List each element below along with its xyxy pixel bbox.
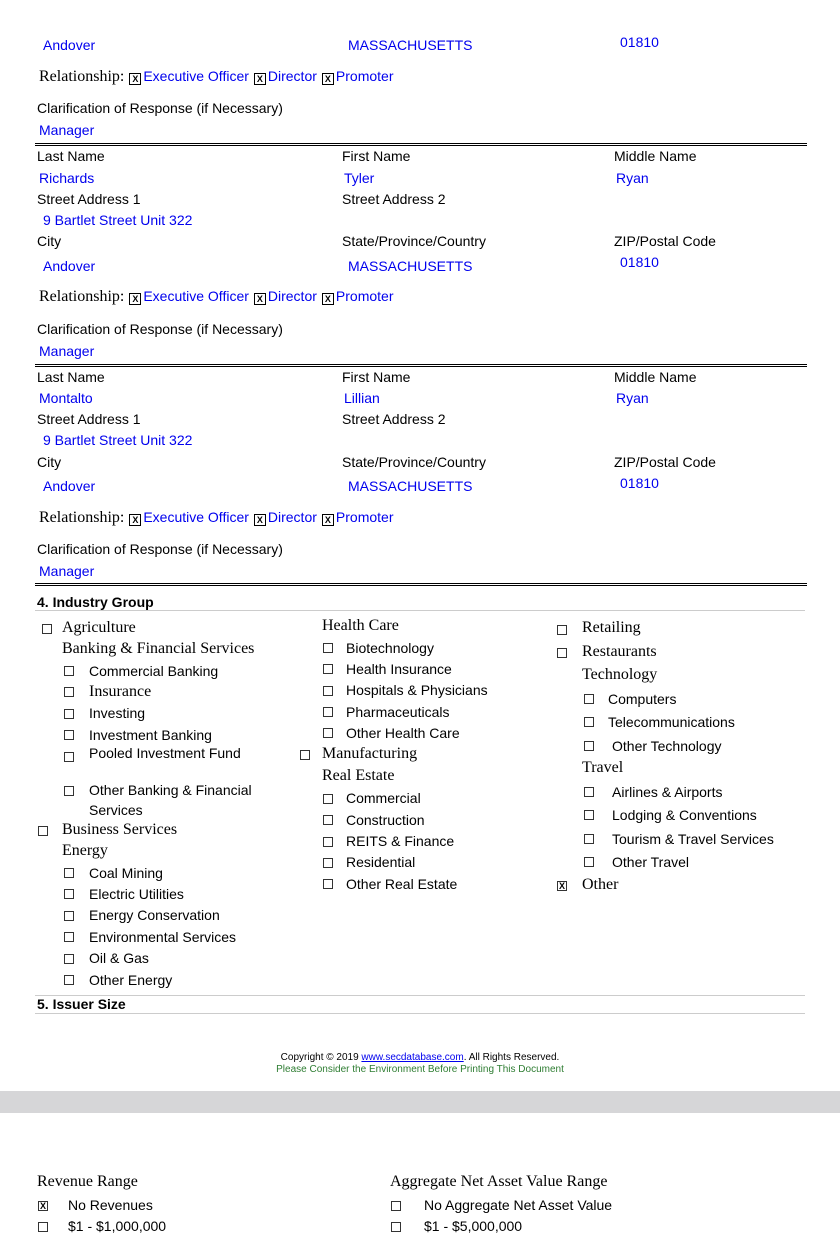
commercial-banking-label: Commercial Banking bbox=[89, 663, 219, 679]
clarification-value: Manager bbox=[39, 122, 95, 138]
pharmaceuticals-checkbox[interactable] bbox=[323, 707, 333, 717]
middle-name-value: Ryan bbox=[616, 170, 649, 186]
section-rule bbox=[35, 1013, 805, 1014]
relationship-row bbox=[39, 68, 393, 86]
investing-checkbox[interactable] bbox=[64, 709, 74, 719]
restaurants-label: Restaurants bbox=[582, 643, 657, 660]
revenue-range-heading: Revenue Range bbox=[37, 1173, 138, 1190]
other-banking-checkbox[interactable] bbox=[64, 786, 74, 796]
director-label: Director bbox=[267, 288, 317, 304]
revenue-1m-checkbox[interactable] bbox=[38, 1222, 48, 1232]
executive-officer-label: Executive Officer bbox=[143, 68, 249, 84]
biotechnology-label: Biotechnology bbox=[346, 640, 434, 656]
residential-checkbox[interactable] bbox=[323, 858, 333, 868]
promoter-checkbox[interactable]: X bbox=[322, 293, 334, 305]
other-real-estate-label: Other Real Estate bbox=[346, 876, 458, 892]
other-technology-label: Other Technology bbox=[612, 738, 722, 754]
middle-name-value: Ryan bbox=[616, 390, 649, 406]
tourism-travel-checkbox[interactable] bbox=[584, 834, 594, 844]
other-banking-label: Other Banking & Financial bbox=[89, 782, 252, 798]
zip-label: ZIP/Postal Code bbox=[614, 233, 716, 249]
pharmaceuticals-label: Pharmaceuticals bbox=[346, 704, 450, 720]
section-divider bbox=[35, 143, 807, 146]
no-nav-label: No Aggregate Net Asset Value bbox=[424, 1197, 613, 1213]
other-energy-label: Other Energy bbox=[89, 972, 173, 988]
nav-5m-label: $1 - $5,000,000 bbox=[424, 1218, 523, 1234]
restaurants-checkbox[interactable] bbox=[557, 648, 567, 658]
state-value: MASSACHUSETTS bbox=[348, 37, 473, 53]
zip-label: ZIP/Postal Code bbox=[614, 454, 716, 470]
city-value: Andover bbox=[43, 478, 96, 494]
other-health-care-checkbox[interactable] bbox=[323, 728, 333, 738]
street2-label: Street Address 2 bbox=[342, 191, 446, 207]
first-name-value: Lillian bbox=[344, 390, 380, 406]
construction-label: Construction bbox=[346, 812, 425, 828]
revenue-1m-label: $1 - $1,000,000 bbox=[68, 1218, 167, 1234]
last-name-label: Last Name bbox=[37, 148, 105, 164]
energy-conservation-checkbox[interactable] bbox=[64, 911, 74, 921]
director-checkbox[interactable]: X bbox=[254, 73, 266, 85]
telecommunications-checkbox[interactable] bbox=[584, 717, 594, 727]
last-name-value: Richards bbox=[39, 170, 95, 186]
relationship-label: Relationship: bbox=[39, 68, 125, 85]
promoter-label: Promoter bbox=[335, 509, 394, 525]
executive-officer-label: Executive Officer bbox=[143, 288, 249, 304]
clarification-value: Manager bbox=[39, 563, 95, 579]
street1-value: 9 Bartlet Street Unit 322 bbox=[43, 432, 193, 448]
other-health-care-label: Other Health Care bbox=[346, 725, 460, 741]
zip-value: 01810 bbox=[620, 34, 659, 50]
agriculture-label: Agriculture bbox=[62, 619, 136, 636]
computers-checkbox[interactable] bbox=[584, 694, 594, 704]
issuer-size-title: 5. Issuer Size bbox=[37, 996, 126, 1012]
promoter-checkbox[interactable]: X bbox=[322, 514, 334, 526]
electric-utilities-checkbox[interactable] bbox=[64, 889, 74, 899]
section-divider bbox=[35, 364, 807, 367]
first-name-label: First Name bbox=[342, 369, 411, 385]
retailing-label: Retailing bbox=[582, 619, 641, 636]
no-revenues-checkbox[interactable]: X bbox=[39, 1201, 46, 1211]
hospitals-physicians-label: Hospitals & Physicians bbox=[346, 682, 488, 698]
other-energy-checkbox[interactable] bbox=[64, 975, 74, 985]
oil-gas-checkbox[interactable] bbox=[64, 954, 74, 964]
other-technology-checkbox[interactable] bbox=[584, 741, 594, 751]
state-label: State/Province/Country bbox=[342, 454, 486, 470]
reits-finance-label: REITS & Finance bbox=[346, 833, 455, 849]
airlines-airports-checkbox[interactable] bbox=[584, 787, 594, 797]
section-rule bbox=[35, 610, 805, 611]
copyright-line bbox=[0, 1052, 840, 1063]
pooled-investment-fund-label: Pooled Investment Fund bbox=[89, 745, 241, 761]
business-services-checkbox[interactable] bbox=[38, 826, 48, 836]
clarification-label: Clarification of Response (if Necessary) bbox=[37, 100, 283, 116]
other-travel-checkbox[interactable] bbox=[584, 857, 594, 867]
state-value: MASSACHUSETTS bbox=[348, 258, 473, 274]
clarification-value: Manager bbox=[39, 343, 95, 359]
nav-range-heading: Aggregate Net Asset Value Range bbox=[390, 1173, 608, 1190]
state-value: MASSACHUSETTS bbox=[348, 478, 473, 494]
agriculture-checkbox[interactable] bbox=[42, 624, 52, 634]
energy-heading: Energy bbox=[62, 842, 108, 859]
first-name-label: First Name bbox=[342, 148, 411, 164]
executive-officer-checkbox[interactable]: X bbox=[129, 73, 141, 85]
section-divider bbox=[35, 583, 807, 586]
health-insurance-label: Health Insurance bbox=[346, 661, 452, 677]
manufacturing-checkbox[interactable] bbox=[300, 750, 310, 760]
city-value: Andover bbox=[43, 258, 96, 274]
manufacturing-label: Manufacturing bbox=[322, 745, 418, 762]
environment-notice: Please Consider the Environment Before Printing This Document bbox=[276, 1064, 564, 1075]
insurance-checkbox[interactable] bbox=[64, 687, 74, 697]
reits-finance-checkbox[interactable] bbox=[323, 837, 333, 847]
energy-conservation-label: Energy Conservation bbox=[89, 907, 220, 923]
clarification-label: Clarification of Response (if Necessary) bbox=[37, 541, 283, 557]
biotechnology-checkbox[interactable] bbox=[323, 643, 333, 653]
executive-officer-checkbox[interactable]: X bbox=[129, 514, 141, 526]
investment-banking-checkbox[interactable] bbox=[64, 730, 74, 740]
pooled-investment-fund-checkbox[interactable] bbox=[64, 752, 74, 762]
construction-checkbox[interactable] bbox=[323, 815, 333, 825]
coal-mining-checkbox[interactable] bbox=[64, 868, 74, 878]
street1-label: Street Address 1 bbox=[37, 191, 141, 207]
page-break-band bbox=[0, 1091, 840, 1113]
investment-banking-label: Investment Banking bbox=[89, 727, 212, 743]
technology-heading: Technology bbox=[582, 666, 658, 683]
city-value: Andover bbox=[43, 37, 96, 53]
no-revenues-label: No Revenues bbox=[68, 1197, 153, 1213]
other-industry-label: Other bbox=[582, 876, 619, 893]
lodging-conventions-label: Lodging & Conventions bbox=[612, 807, 757, 823]
director-checkbox[interactable]: X bbox=[254, 514, 266, 526]
coal-mining-label: Coal Mining bbox=[89, 865, 163, 881]
director-label: Director bbox=[267, 509, 317, 525]
environmental-services-label: Environmental Services bbox=[89, 929, 237, 945]
telecommunications-label: Telecommunications bbox=[608, 714, 735, 730]
zip-value: 01810 bbox=[620, 475, 659, 491]
executive-officer-label: Executive Officer bbox=[143, 509, 249, 525]
retailing-checkbox[interactable] bbox=[557, 625, 567, 635]
re-commercial-checkbox[interactable] bbox=[323, 794, 333, 804]
last-name-label: Last Name bbox=[37, 369, 105, 385]
relationship-label: Relationship: bbox=[39, 509, 125, 526]
business-services-label: Business Services bbox=[62, 821, 178, 838]
investing-label: Investing bbox=[89, 705, 146, 721]
hospitals-physicians-checkbox[interactable] bbox=[323, 686, 333, 696]
other-travel-label: Other Travel bbox=[612, 854, 690, 870]
other-real-estate-checkbox[interactable] bbox=[323, 879, 333, 889]
commercial-banking-checkbox[interactable] bbox=[64, 666, 74, 676]
relationship-label: Relationship: bbox=[39, 288, 125, 305]
airlines-airports-label: Airlines & Airports bbox=[612, 784, 723, 800]
director-label: Director bbox=[267, 68, 317, 84]
lodging-conventions-checkbox[interactable] bbox=[584, 810, 594, 820]
oil-gas-label: Oil & Gas bbox=[89, 950, 149, 966]
banking-heading: Banking & Financial Services bbox=[62, 640, 255, 657]
city-label: City bbox=[37, 454, 62, 470]
promoter-label: Promoter bbox=[335, 68, 394, 84]
state-label: State/Province/Country bbox=[342, 233, 486, 249]
executive-officer-checkbox[interactable]: X bbox=[129, 293, 141, 305]
tourism-travel-label: Tourism & Travel Services bbox=[612, 831, 774, 847]
health-insurance-checkbox[interactable] bbox=[323, 664, 333, 674]
middle-name-label: Middle Name bbox=[614, 369, 697, 385]
last-name-value: Montalto bbox=[39, 390, 93, 406]
relationship-row bbox=[39, 288, 393, 306]
street1-value: 9 Bartlet Street Unit 322 bbox=[43, 212, 193, 228]
insurance-label: Insurance bbox=[89, 683, 152, 700]
residential-label: Residential bbox=[346, 854, 416, 870]
director-checkbox[interactable]: X bbox=[254, 293, 266, 305]
middle-name-label: Middle Name bbox=[614, 148, 697, 164]
street2-label: Street Address 2 bbox=[342, 411, 446, 427]
travel-heading: Travel bbox=[582, 759, 624, 776]
real-estate-heading: Real Estate bbox=[322, 767, 395, 784]
city-label: City bbox=[37, 233, 62, 249]
section-rule bbox=[35, 995, 805, 996]
other-industry-checkbox[interactable]: X bbox=[558, 881, 565, 891]
electric-utilities-label: Electric Utilities bbox=[89, 886, 184, 902]
copyright-suffix: . All Rights Reserved. bbox=[463, 1052, 560, 1063]
zip-value: 01810 bbox=[620, 254, 659, 270]
no-nav-checkbox[interactable] bbox=[391, 1201, 401, 1211]
copyright-text: Copyright © 2019 bbox=[280, 1052, 362, 1063]
health-care-heading: Health Care bbox=[322, 617, 399, 634]
relationship-row bbox=[39, 509, 393, 527]
clarification-label: Clarification of Response (if Necessary) bbox=[37, 321, 283, 337]
industry-group-title: 4. Industry Group bbox=[37, 594, 154, 610]
first-name-value: Tyler bbox=[344, 170, 375, 186]
promoter-label: Promoter bbox=[335, 288, 394, 304]
secdatabase-link[interactable]: www.secdatabase.com bbox=[361, 1052, 464, 1063]
promoter-checkbox[interactable]: X bbox=[322, 73, 334, 85]
street1-label: Street Address 1 bbox=[37, 411, 141, 427]
computers-label: Computers bbox=[608, 691, 677, 707]
environmental-services-checkbox[interactable] bbox=[64, 932, 74, 942]
nav-5m-checkbox[interactable] bbox=[391, 1222, 401, 1232]
re-commercial-label: Commercial bbox=[346, 790, 421, 806]
other-banking-label: Services bbox=[89, 802, 143, 818]
